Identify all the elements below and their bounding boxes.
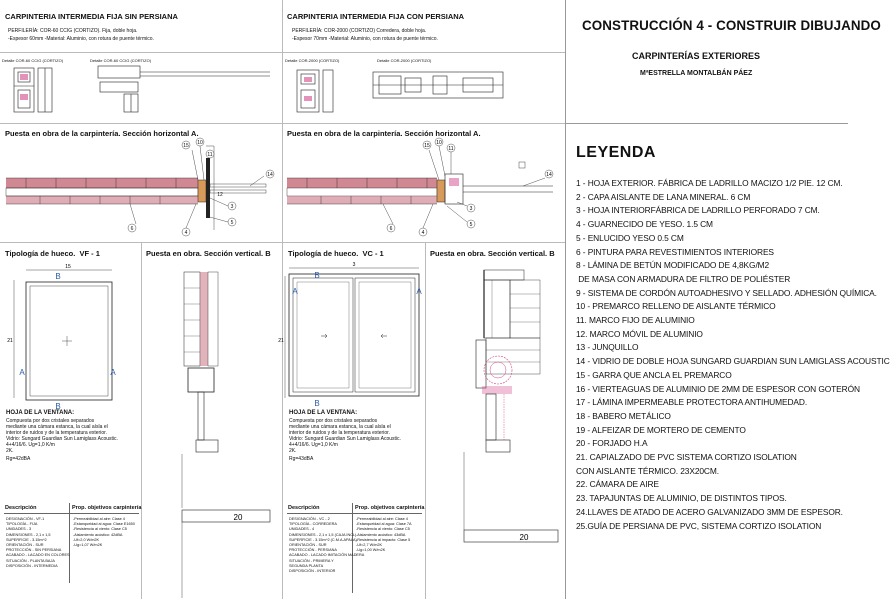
divider-h-4 [565, 123, 848, 124]
mid-table-cell: -Resistencia al impacto: Clase 5 [356, 537, 411, 542]
left-table-cell: DIMENSIONES - 2,1 x 1,5 [6, 532, 51, 537]
left-section-title: Puesta en obra de la carpintería. Sección horizontal A. [5, 129, 199, 138]
left-table-head-props: Prop. objetivos carpintería [72, 505, 142, 511]
mid-dim-height: 21 [278, 338, 284, 344]
mid-glazing-line: Compuesta por dos cristales separados [289, 418, 378, 424]
mid-table-cell: SEGUNDA PLANTA [289, 563, 324, 568]
mid-table-head-desc: Descripción [288, 505, 320, 511]
left-glazing-line: Vidrio: Sungard Guardian Sun Lamiglass Acoustic. [6, 436, 118, 442]
legend-item: 10 - PREMARCO RELLENO DE AISLANTE TÉRMICO [576, 301, 776, 312]
legend-item: 23. TAPAJUNTAS DE ALUMINIO, DE DISTINTOS TIPOS. [576, 493, 787, 504]
legend-item: 12. MARCO MÓVIL DE ALUMINIO [576, 328, 703, 339]
mid-glazing-desc [289, 418, 419, 462]
mid-table-cell: PROTECCIÓN - PERSIANA [289, 548, 337, 553]
mid-callout-10: 10 [436, 140, 442, 146]
left-glazing-desc [6, 418, 136, 462]
left-profile-details [0, 60, 282, 120]
mid-table-cell: DIMENSIONES - 2,1 x 1,5 (CAJA INCL) [289, 532, 357, 537]
mid-panel-desc-2: -Espesor 70mm -Material: Aluminio, con rotura de puente térmico. [292, 36, 438, 42]
mid-table-cell: -Resistencia al viento: Clase C5 [356, 527, 410, 532]
mid-profile-details [283, 60, 565, 120]
mid-table-cell: DESIGNACIÓN - VC - 2 [289, 517, 330, 521]
left-glazing-title: HOJA DE LA VENTANA: [6, 410, 75, 416]
left-marker-b-top: B [55, 272, 61, 281]
legend-item: 3 - HOJA INTERIORFÁBRICA DE LADRILLO PERFORADO 7 CM. [576, 205, 820, 216]
left-table-cell: -Resistencia al viento: Clase C5 [73, 527, 127, 532]
mid-section-title: Puesta en obra de la carpintería. Sección horizontal A. [287, 129, 481, 138]
mid-typology-code: VC - 1 [362, 249, 384, 258]
legend-item: 17 - LÁMINA IMPERMEABLE PROTECTORA ANTIHUMEDAD. [576, 397, 808, 408]
mid-table-cell: ORIENTACIÓN - SUR [289, 543, 327, 548]
left-table-col-props [73, 517, 135, 548]
left-table-cell: -Uf=2,0 W/m2K [73, 537, 100, 542]
left-vertical-section [142, 258, 282, 598]
legend-item: 16 - VIERTEAGUAS DE ALUMINIO DE 2MM DE ESPESOR CON GOTERÓN [576, 383, 860, 394]
left-typology-code: VF - 1 [79, 249, 100, 258]
legend-item: 5 - ENLUCIDO YESO 0.5 CM [576, 232, 684, 243]
legend-item: 6 - PINTURA PARA REVESTIMIENTOS INTERIORES [576, 246, 774, 257]
left-callout-5: 5 [230, 220, 234, 226]
left-table-head-desc: Descripción [5, 505, 37, 511]
mid-table-col-props [356, 517, 412, 553]
mid-callout-20: 20 [519, 533, 529, 542]
left-table-cell: DESIGNACIÓN - VF-1 [6, 517, 45, 521]
sheet-title: CONSTRUCCIÓN 4 - CONSTRUIR DIBUJANDO [582, 18, 881, 33]
mid-marker-a-left: A [292, 287, 298, 296]
mid-callout-15: 15 [424, 143, 430, 149]
left-table-cell: PROTECCIÓN - SIN PERSIANA [6, 548, 62, 553]
left-glazing-line: interior de ruidos y de la temperatura exterior. [6, 430, 107, 436]
left-typology-drawing [0, 258, 141, 411]
left-panel-desc-2: -Espesor 60mm -Material: Aluminio, con rotura de puente térmico. [8, 36, 154, 42]
sheet-author: MªESTRELLA MONTALBÁN PÁEZ [640, 70, 753, 77]
mid-typology-drawing [278, 258, 425, 408]
mid-table-rule [287, 513, 422, 514]
mid-table-cell: SUPERFICIE - 3.15m^2 (C.M.A.APALA) [289, 537, 357, 542]
left-table-rule [4, 513, 139, 514]
mid-table-cell: -Aislamiento acústico: 43dBA [356, 532, 406, 537]
left-glazing-line: mediante una cámara estanca, la cual aísla el [6, 424, 108, 430]
left-glazing-line: 4+4/16/6. Ug=1,0 K/m [6, 442, 55, 448]
left-horizontal-section [0, 136, 282, 242]
mid-callout-3: 3 [469, 206, 473, 212]
legend-title: LEYENDA [576, 144, 656, 161]
mid-detail-label-b: Detalle COR-2000 (CORTIZO) [377, 58, 432, 63]
mid-detail-label-a: Detalle COR-2000 (CORTIZO) [285, 58, 340, 63]
left-callout-20: 20 [233, 513, 243, 522]
left-table-cell: SUPERFICIE - 3.15m^2 [6, 537, 47, 542]
left-callout-11: 11 [207, 152, 213, 158]
legend-list [576, 177, 890, 533]
left-typology-title [5, 249, 100, 258]
mid-callout-6: 6 [389, 226, 393, 232]
mid-marker-b-bottom: B [314, 399, 320, 408]
left-marker-a-left: A [19, 368, 25, 377]
mid-table-head-props: Prop. objetivos carpintería [355, 505, 425, 511]
left-table-cell: -Ug=1,07 W/m2K [73, 543, 103, 548]
mid-table-cell: ACABADO - LACADO IMITACIÓN MADERA [289, 553, 365, 558]
left-table-cell: SITUACIÓN - PLANTA BAJA [6, 558, 55, 563]
mid-table-cell: -Permeabilidad al aire: Clase 4 [356, 517, 408, 521]
mid-glazing-line: 4+4/16/6. Ug=1,0 K/m [289, 442, 338, 448]
left-table-cell: UNIDADES - 3 [6, 527, 32, 532]
left-detail-label-a: Detalle COR-60 CCIG (CORTIZO) [2, 58, 64, 63]
left-table-cell: -Aislamiento acústico: 42dBA [73, 532, 123, 537]
legend-item: 25.GUÍA DE PERSIANA DE PVC, SISTEMA CORTIZO ISOLATION [576, 520, 822, 531]
mid-marker-a-right: A [416, 287, 422, 296]
left-callout-12: 12 [217, 192, 223, 198]
left-glazing-line: Compuesta por dos cristales separados [6, 418, 95, 424]
mid-callout-11: 11 [448, 146, 454, 152]
left-callout-14: 14 [267, 172, 273, 178]
legend-item: 20 - FORJADO H.A [576, 438, 648, 449]
legend-item: 22. CÁMARA DE AIRE [576, 479, 659, 490]
mid-glazing-line: Rg=43dBA [289, 456, 314, 462]
divider-h-3 [0, 242, 565, 243]
left-callout-4: 4 [184, 230, 188, 236]
left-detail-label-b: Detalle COR-60 CCIG (CORTIZO) [90, 58, 152, 63]
legend-item: CON AISLANTE TÉRMICO. 23X20CM. [576, 465, 719, 476]
mid-table-cell: DISPOSICIÓN - INTERIOR [289, 569, 336, 574]
mid-glazing-line: mediante una cámara estanca, la cual aísla el [289, 424, 391, 430]
mid-table-col-desc [289, 517, 364, 574]
mid-glazing-line: 2K. [289, 448, 297, 454]
mid-table-cell: -Estanqueidad al agua: Clase 7A [356, 522, 412, 527]
legend-item: 15 - GARRA QUE ANCLA EL PREMARCO [576, 369, 732, 380]
left-detail-thermal-break-2 [20, 94, 28, 100]
left-panel-desc-1: PERFILERÍA: COR-60 CCIG (CORTIZO). Fija, doble hoja. [8, 28, 138, 34]
mid-table-cell: -Uf=2,7 W/m2K [356, 543, 383, 548]
legend-item: 8 - LÁMINA DE BETÚN MODIFICADO DE 4,8KG/M2 [576, 260, 770, 271]
left-glazing-line: Rg=42dBA [6, 456, 31, 462]
left-marker-a-right: A [110, 368, 116, 377]
legend-item: 2 - CAPA AISLANTE DE LANA MINERAL. 6 CM [576, 191, 751, 202]
left-vertical-title: Puesta en obra. Sección vertical. B [146, 249, 271, 258]
mid-panel-title: CARPINTERIA INTERMEDIA FIJA CON PERSIANA [287, 12, 465, 21]
left-table-cell: ORIENTACIÓN - SUR [6, 543, 44, 548]
left-panel-title: CARPINTERIA INTERMEDIA FIJA SIN PERSIANA [5, 12, 178, 21]
legend-item: DE MASA CON ARMADURA DE FILTRO DE POLIÉSTER [576, 273, 791, 284]
legend-item: 1 - HOJA EXTERIOR. FÁBRICA DE LADRILLO MACIZO 1/2 PIE. 12 CM. [576, 178, 843, 188]
mid-dim-width: 3 [352, 262, 356, 268]
mid-glazing-line: interior de ruidos y de la temperatura exterior. [289, 430, 390, 436]
mid-table-cell: SITUACIÓN - PRIMERA Y [289, 558, 334, 563]
left-typology-label: Tipología de hueco. [5, 249, 76, 258]
left-table-col-desc [6, 517, 70, 569]
legend-item: 13 - JUNQUILLO [576, 342, 639, 353]
left-callout-6: 6 [130, 226, 134, 232]
left-callout-15: 15 [183, 143, 189, 149]
legend-item: 9 - SISTEMA DE CORDÓN AUTOADHESIVO Y SELLADO. ADHESIÓN QUÍMICA. [576, 287, 877, 298]
mid-callout-4: 4 [421, 230, 425, 236]
mid-vertical-title: Puesta en obra. Sección vertical. B [430, 249, 555, 258]
left-callout-3: 3 [230, 204, 234, 210]
divider-h-1 [0, 52, 565, 53]
left-table-cell: -Permeabilidad al aire: Clase 4 [73, 517, 125, 521]
mid-marker-b-top: B [314, 271, 320, 280]
legend-item: 21. CAPIALZADO DE PVC SISTEMA CORTIZO ISOLATION [576, 452, 797, 463]
left-callout-10: 10 [197, 140, 203, 146]
sheet-subtitle: CARPINTERÍAS EXTERIORES [632, 51, 761, 61]
legend-item: 11. MARCO FIJO DE ALUMINIO [576, 315, 695, 326]
mid-glazing-line: Vidrio: Sungard Guardian Sun Lamiglass Acoustic. [289, 436, 401, 442]
mid-typology-label: Tipología de hueco. [288, 249, 359, 258]
mid-table-cell: UNIDADES - 4 [289, 527, 315, 532]
mid-detail-thermal-break [304, 77, 312, 82]
mid-vertical-section [426, 258, 565, 598]
left-dim-width: 15 [65, 264, 71, 270]
mid-callout-14: 14 [546, 172, 552, 178]
left-table-cell: -Estanqueidad al agua: Clase E1650 [73, 522, 135, 527]
legend-item: 24.LLAVES DE ATADO DE ACERO GALVANIZADO 3MM DE ESPESOR. [576, 506, 843, 517]
left-dim-height: 21 [7, 338, 13, 344]
mid-table-cell: -Ug=1,00 W/m2K [356, 548, 386, 553]
legend-item: 4 - GUARNECIDO DE YESO. 1.5 CM [576, 219, 713, 230]
left-marker-b-bottom: B [55, 402, 61, 411]
mid-callout-5: 5 [469, 222, 473, 228]
left-table-cell: DISPOSICIÓN - INTERMEDIA [6, 563, 58, 568]
left-table-cell: TIPOLOGÍA - FIJA [6, 522, 38, 527]
mid-detail-thermal-break-2 [304, 96, 312, 101]
divider-v-2 [565, 0, 566, 599]
mid-glazing-title: HOJA DE LA VENTANA: [289, 410, 358, 416]
legend-item: 14 - VIDRIO DE DOBLE HOJA SUNGARD GUARDIAN SUN LAMIGLASS ACOUSTIC [576, 356, 890, 367]
legend-item: 18 - BABERO METÁLICO [576, 410, 671, 421]
mid-horizontal-section [283, 136, 565, 242]
left-detail-thermal-break [20, 74, 28, 80]
left-table-cell: ACABADO - LACADO EN COLORES [6, 553, 70, 558]
mid-typology-title [288, 249, 384, 258]
mid-table-cell: TIPOLOGÍA - CORREDERA [289, 522, 337, 527]
mid-panel-desc-1: PERFILERÍA: COR-2000 (CORTIZO) Corredera, doble hoja. [292, 28, 427, 34]
left-glazing-line: 2K. [6, 448, 14, 454]
divider-h-2 [0, 123, 565, 124]
legend-item: 19 - ALFEIZAR DE MORTERO DE CEMENTO [576, 424, 746, 435]
